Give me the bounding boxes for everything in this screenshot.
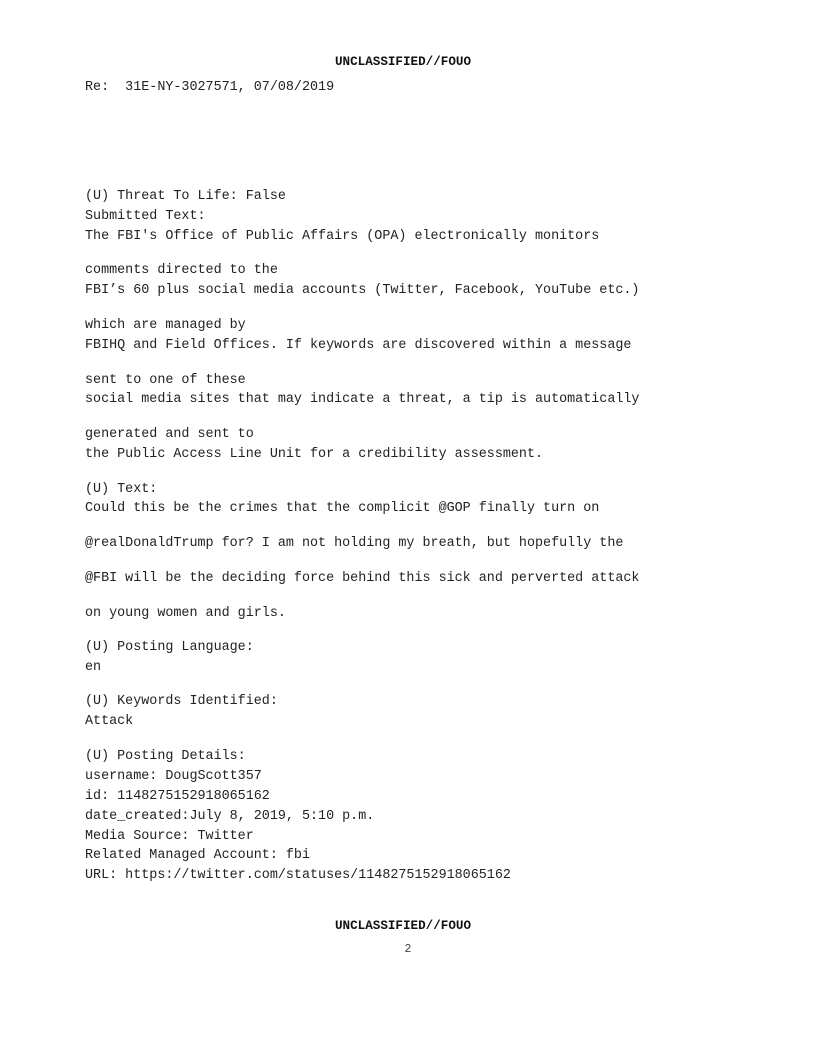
submitted-text-line: social media sites that may indicate a threat, a tip is automatically [85,392,640,407]
post-text-line: on young women and girls. [85,606,286,621]
post-text-line: @realDonaldTrump for? I am not holding my breath, but hopefully the [85,536,624,551]
submitted-text-line: The FBI's Office of Public Affairs (OPA) electronically monitors [85,229,600,244]
page-number: 2 [404,943,412,956]
submitted-text-line: the Public Access Line Unit for a credibility assessment. [85,447,544,462]
post-text-line: @FBI will be the deciding force behind this sick and perverted attack [85,571,640,586]
submitted-text-line: FBIHQ and Field Offices. If keywords are discovered within a message [85,338,632,353]
detail-url: URL: https://twitter.com/statuses/1148275152918065162 [85,868,511,883]
threat-to-life-line: (U) Threat To Life: False [85,189,286,204]
detail-date-created: date_created:July 8, 2019, 5:10 p.m. [85,809,375,824]
post-text-line: Could this be the crimes that the complicit @GOP finally turn on [85,501,600,516]
posting-details-label: (U) Posting Details: [85,749,246,764]
detail-username: username: DougScott357 [85,769,262,784]
detail-media-source: Media Source: Twitter [85,829,254,844]
posting-language-label: (U) Posting Language: [85,640,254,655]
submitted-text-line: generated and sent to [85,427,254,442]
header-classification-marking: UNCLASSIFIED//FOUO [334,55,472,69]
keywords-label: (U) Keywords Identified: [85,694,278,709]
text-section-label: (U) Text: [85,482,158,497]
submitted-text-line: which are managed by [85,318,246,333]
posting-language-value: en [85,660,102,675]
submitted-text-line: sent to one of these [85,373,246,388]
keywords-value: Attack [85,714,134,729]
reference-line: Re: 31E-NY-3027571, 07/08/2019 [85,80,335,95]
submitted-text-line: FBI’s 60 plus social media accounts (Twitter, Facebook, YouTube etc.) [85,283,640,298]
detail-related-account: Related Managed Account: fbi [85,848,310,863]
footer-classification-marking: UNCLASSIFIED//FOUO [334,919,472,933]
detail-id: id: 1148275152918065162 [85,789,270,804]
submitted-text-label: Submitted Text: [85,209,206,224]
submitted-text-line: comments directed to the [85,263,278,278]
